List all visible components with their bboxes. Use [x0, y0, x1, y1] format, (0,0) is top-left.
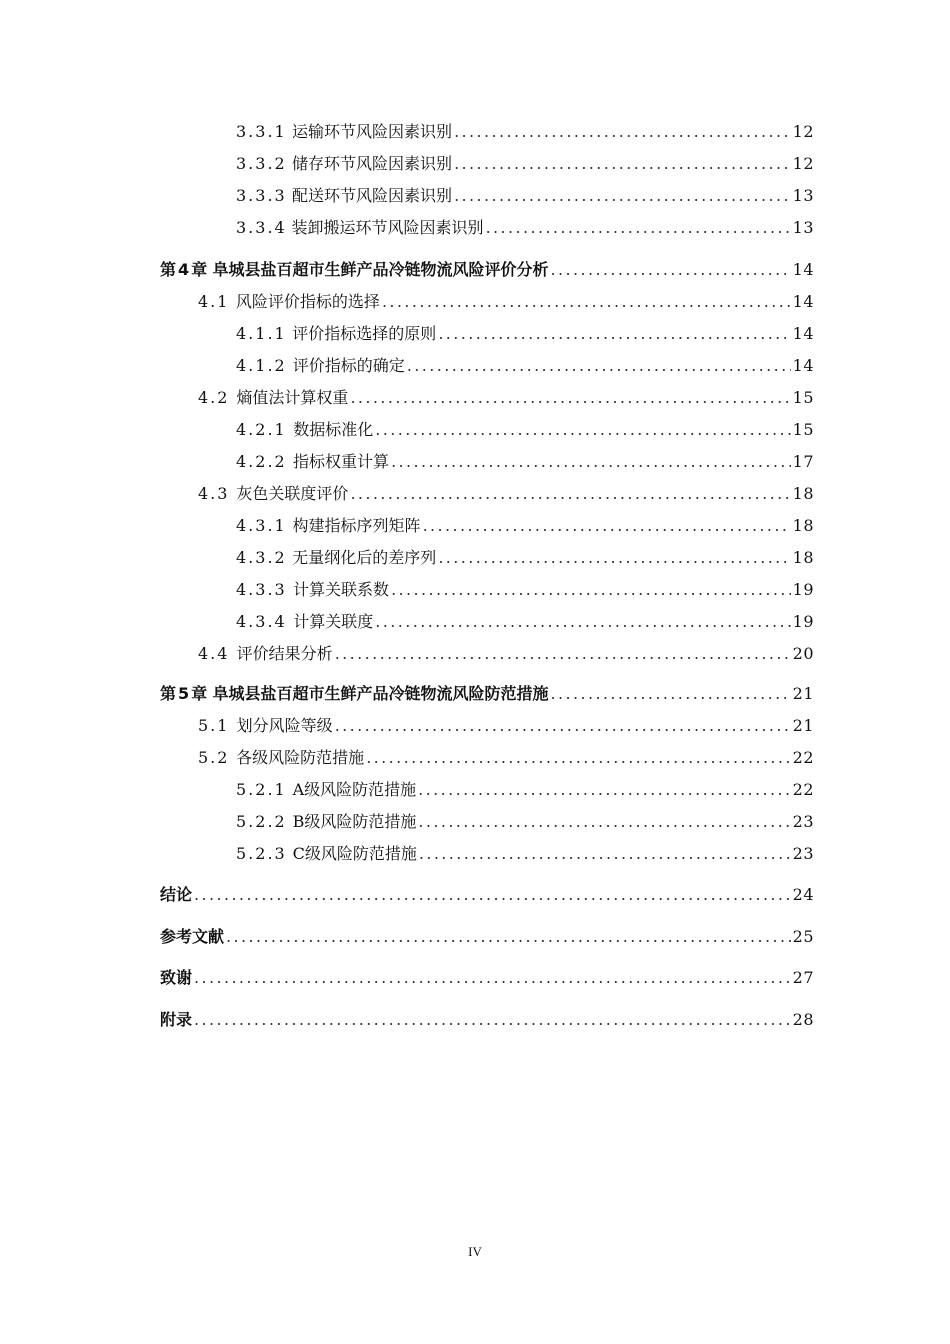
toc-title: 各级风险防范措施 [236, 748, 365, 767]
toc-leader-dots [454, 184, 791, 208]
page-footer-number: IV [468, 1244, 482, 1259]
toc-number: 4.2.2 [236, 452, 287, 471]
toc-page-number: 23 [792, 844, 814, 863]
toc-leader-dots [350, 386, 790, 410]
toc-entry[interactable] [198, 746, 814, 770]
toc-title: 计算关联度 [293, 612, 374, 631]
toc-title: 装卸搬运环节风险因素识别 [291, 218, 484, 237]
toc-page-number: 13 [792, 186, 814, 205]
toc-acknowledgements-entry[interactable] [160, 966, 814, 990]
toc-entry[interactable] [198, 482, 814, 506]
toc-title: 附录 [160, 1010, 193, 1029]
toc-page-number: 17 [792, 452, 814, 471]
toc-leader-dots [375, 418, 790, 442]
toc-page-number: 18 [792, 516, 814, 535]
toc-entry[interactable] [198, 290, 814, 314]
toc-number: 5.2 [198, 748, 230, 767]
toc-number: 5.2.3 [236, 844, 287, 863]
toc-title: 灰色关联度评价 [236, 484, 349, 503]
toc-entry[interactable] [236, 778, 814, 802]
toc-references-entry[interactable] [160, 925, 814, 949]
toc-entry[interactable] [236, 450, 814, 474]
toc-title: 阜城县盐百超市生鲜产品冷链物流风险评价分析 [212, 260, 549, 279]
toc-page-number: 18 [792, 548, 814, 567]
toc-conclusion-entry[interactable] [160, 883, 814, 907]
toc-leader-dots [438, 322, 790, 346]
toc-number: 3.3.4 [236, 218, 287, 237]
toc-page-number: 15 [792, 420, 814, 439]
toc-entry[interactable] [236, 514, 814, 538]
toc-leader-dots [382, 290, 791, 314]
toc-leader-dots [423, 514, 791, 538]
toc-page-number: 12 [792, 122, 814, 141]
toc-page-number: 27 [792, 968, 814, 987]
toc-leader-dots [335, 642, 791, 666]
toc-leader-dots [438, 546, 790, 570]
toc-title: 致谢 [160, 968, 193, 987]
toc-page-number: 25 [792, 927, 814, 946]
toc-page-number: 21 [792, 716, 814, 735]
toc-leader-dots [407, 354, 791, 378]
toc-page-number: 15 [792, 388, 814, 407]
toc-page-number: 28 [792, 1010, 814, 1029]
toc-page-number: 12 [792, 154, 814, 173]
toc-page-number: 20 [792, 644, 814, 663]
toc-page-number: 23 [792, 812, 814, 831]
toc-number: 第5章 [160, 684, 210, 703]
toc-leader-dots [391, 450, 791, 474]
toc-page-number: 22 [792, 748, 814, 767]
toc-page-number: 19 [792, 612, 814, 631]
toc-number: 4.3.1 [236, 516, 287, 535]
toc-leader-dots [350, 482, 790, 506]
toc-leader-dots [419, 842, 791, 866]
toc-leader-dots [454, 120, 791, 144]
toc-title: 运输环节风险因素识别 [292, 122, 453, 141]
toc-leader-dots [194, 883, 791, 907]
toc-leader-dots [194, 966, 791, 990]
toc-leader-dots [335, 714, 791, 738]
toc-entry[interactable] [236, 354, 814, 378]
toc-number: 3.3.1 [236, 122, 287, 141]
toc-entry[interactable] [236, 546, 814, 570]
toc-page-number: 14 [792, 292, 814, 311]
toc-entry[interactable] [198, 642, 814, 666]
toc-number: 4.3.4 [236, 612, 287, 631]
toc-title: 结论 [160, 885, 193, 904]
toc-entry[interactable] [236, 152, 814, 176]
toc-page-number: 19 [792, 580, 814, 599]
toc-number: 4.3.2 [236, 548, 287, 567]
toc-entry[interactable] [236, 810, 814, 834]
toc-title: B级风险防范措施 [292, 812, 417, 831]
toc-number: 5.2.2 [236, 812, 287, 831]
toc-number: 3.3.2 [236, 154, 287, 173]
toc-chapter-entry[interactable] [160, 682, 814, 706]
toc-leader-dots [226, 925, 791, 949]
toc-page-number: 24 [792, 885, 814, 904]
toc-number: 5.2.1 [236, 780, 287, 799]
toc-title: 构建指标序列矩阵 [292, 516, 421, 535]
toc-page-number: 22 [792, 780, 814, 799]
toc-entry[interactable] [198, 386, 814, 410]
toc-leader-dots [391, 578, 791, 602]
toc-leader-dots [194, 1008, 791, 1032]
toc-leader-dots [418, 778, 790, 802]
toc-chapter-entry[interactable] [160, 258, 814, 282]
toc-title: 参考文献 [160, 927, 225, 946]
toc-title: 熵值法计算权重 [236, 388, 349, 407]
toc-page-number: 13 [792, 218, 814, 237]
toc-number: 4.3.3 [236, 580, 287, 599]
toc-title: 评价指标的确定 [292, 356, 405, 375]
toc-entry[interactable] [236, 610, 814, 634]
toc-title: 评价结果分析 [236, 644, 333, 663]
toc-number: 4.4 [198, 644, 230, 663]
toc-number: 4.2 [198, 388, 230, 407]
toc-number: 4.1.2 [236, 356, 287, 375]
toc-entry[interactable] [198, 714, 814, 738]
toc-title: 计算关联系数 [293, 580, 390, 599]
toc-leader-dots [551, 682, 791, 706]
toc-title: 无量纲化后的差序列 [292, 548, 437, 567]
toc-number: 4.1.1 [236, 324, 287, 343]
toc-entry[interactable] [236, 578, 814, 602]
toc-leader-dots [486, 216, 791, 240]
toc-entry[interactable] [236, 184, 814, 208]
toc-leader-dots [366, 746, 790, 770]
toc-title: A级风险防范措施 [292, 780, 417, 799]
toc-page-number: 14 [792, 324, 814, 343]
toc-title: 划分风险等级 [236, 716, 333, 735]
toc-appendix-entry[interactable] [160, 1008, 814, 1032]
toc-title: 储存环节风险因素识别 [292, 154, 453, 173]
toc-page-number: 14 [792, 356, 814, 375]
toc-number: 4.2.1 [236, 420, 287, 439]
toc-number: 5.1 [198, 716, 230, 735]
toc-number: 第4章 [160, 260, 210, 279]
toc-title: 风险评价指标的选择 [235, 292, 380, 311]
toc-leader-dots [551, 258, 791, 282]
toc-leader-dots [375, 610, 790, 634]
toc-number: 4.3 [198, 484, 230, 503]
toc-leader-dots [454, 152, 791, 176]
toc-title: 指标权重计算 [293, 452, 390, 471]
toc-number: 4.1 [198, 292, 230, 311]
toc-title: 数据标准化 [293, 420, 374, 439]
toc-title: 配送环节风险因素识别 [292, 186, 453, 205]
toc-title: C级风险防范措施 [292, 844, 417, 863]
toc-title: 评价指标选择的原则 [292, 324, 437, 343]
toc-entry[interactable] [236, 322, 814, 346]
toc-number: 3.3.3 [236, 186, 287, 205]
toc-entry[interactable] [236, 842, 814, 866]
toc-title: 阜城县盐百超市生鲜产品冷链物流风险防范措施 [212, 684, 549, 703]
toc-entry[interactable] [236, 418, 814, 442]
toc-page-number: 21 [792, 684, 814, 703]
toc-entry[interactable] [236, 216, 814, 240]
toc-leader-dots [418, 810, 790, 834]
toc-entry[interactable] [236, 120, 814, 144]
toc-page-number: 14 [792, 260, 814, 279]
toc-page-number: 18 [792, 484, 814, 503]
